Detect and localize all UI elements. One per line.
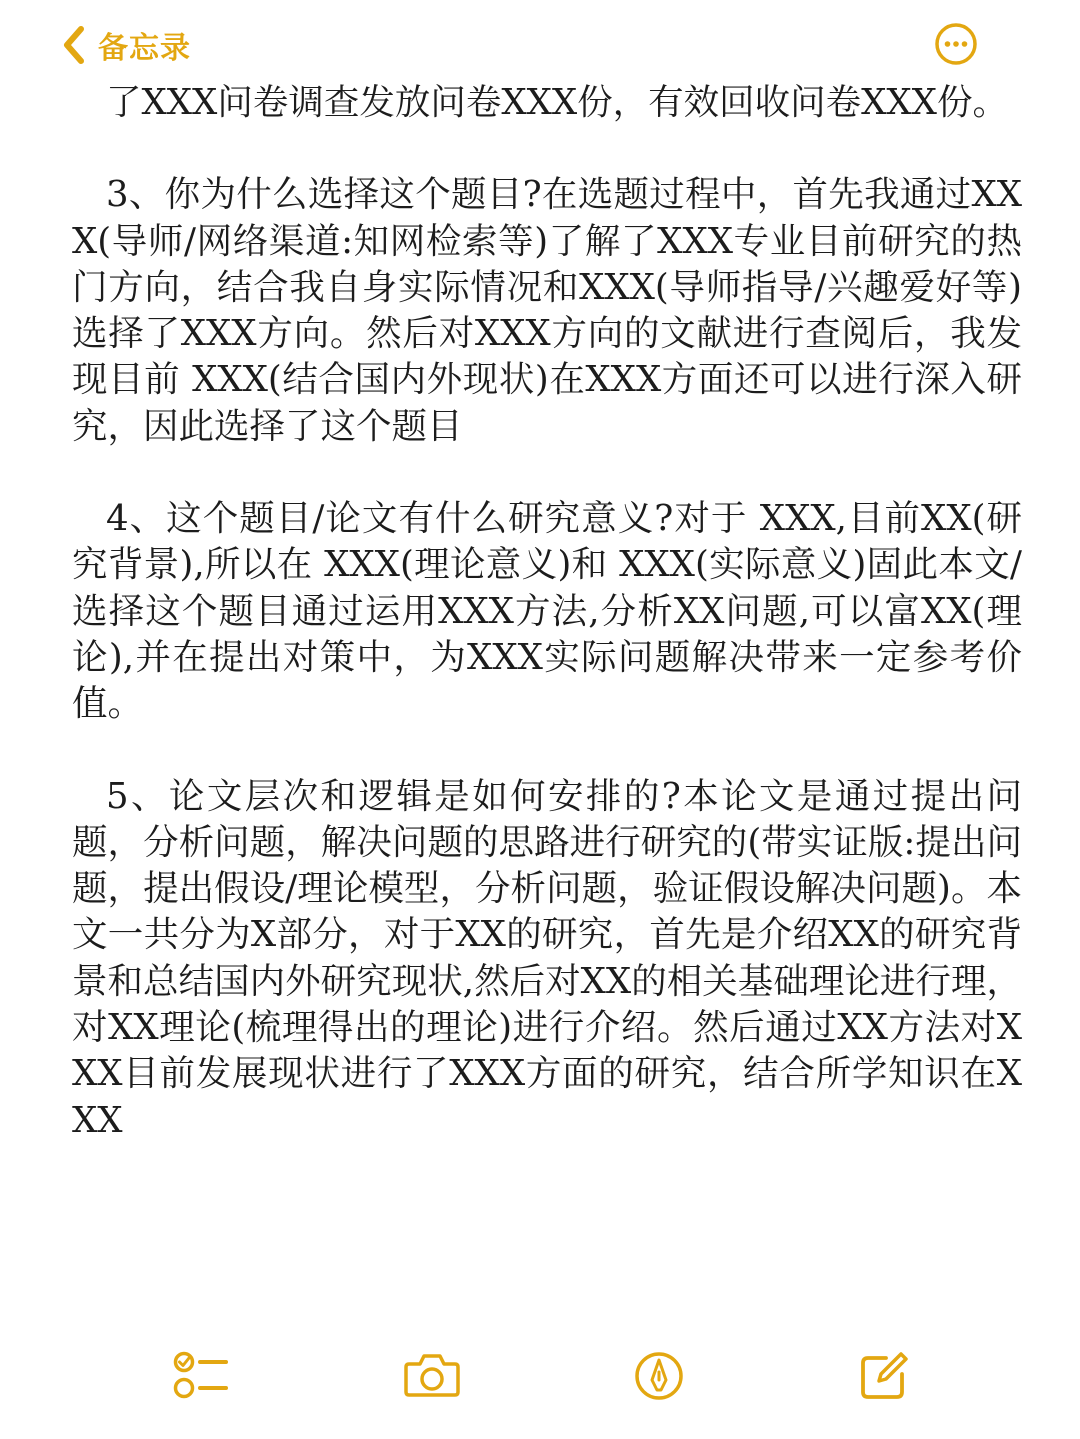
markup-button[interactable]: [633, 1350, 693, 1406]
navigation-bar: [0, 0, 1080, 90]
back-button-label: 备忘录: [98, 31, 191, 66]
checklist-button[interactable]: [172, 1350, 232, 1406]
note-paragraph: 3、你为什么选择这个题目?在选题过程中，首先我通过XXX(导师/网络渠道:知网检索等)了解了XXX专业目前研究的热门方向，结合我自身实际情况和XXX(导师指导/兴趣爱好等)选择了XXX方向。然后对XXX方向的文献进行查阅后，我发现目前 XXX(结合国内外现状)在XXX方面还可以进行深入研究，因此选择了这个题目: [72, 174, 1022, 447]
note-paragraph: 4、这个题目/论文有什么研究意义?对于 XXX,目前XX(研究背景),所以在 XXX(理论意义)和 XXX(实际意义)固此本文/选择这个题目通过运用XXX方法,分析XX问题,可以富XX(理论),并在提出对策中，为XXX实际问题解决带来一定参考价值。: [72, 498, 1022, 725]
note-paragraph: 了XXX问卷调查发放问卷XXX份，有效回收问卷XXX份。: [106, 82, 1008, 123]
pen-circle-icon: [633, 1350, 693, 1402]
back-button[interactable]: [62, 22, 191, 68]
camera-button[interactable]: [403, 1350, 463, 1406]
note-paragraph: 5、论文层次和逻辑是如何安排的?本论文是通过提出问题，分析问题，解决问题的思路进行研究的(带实证版:提出问题，提出假设/理论模型，分析问题，验证假设解决问题)。本文一共分为X部分，对于XX的研究，首先是介绍XX的研究背景和总结国内外研究现状,然后对XX的相关基础理论进行理，对XX理论(梳理得出的理论)进行介绍。然后通过XX方法对XXX目前发展现状进行了XXX方面的研究，结合所学知识在XXX: [72, 775, 1022, 1141]
chevron-left-icon: [62, 25, 86, 65]
compose-button[interactable]: [858, 1350, 918, 1406]
checklist-icon: [172, 1350, 232, 1402]
bottom-toolbar: [0, 1350, 1080, 1410]
camera-icon: [403, 1350, 463, 1400]
more-options-button[interactable]: [934, 22, 978, 66]
note-body[interactable]: [72, 80, 1022, 1190]
compose-icon: [858, 1350, 918, 1402]
ellipsis-circle-icon: [934, 51, 978, 70]
